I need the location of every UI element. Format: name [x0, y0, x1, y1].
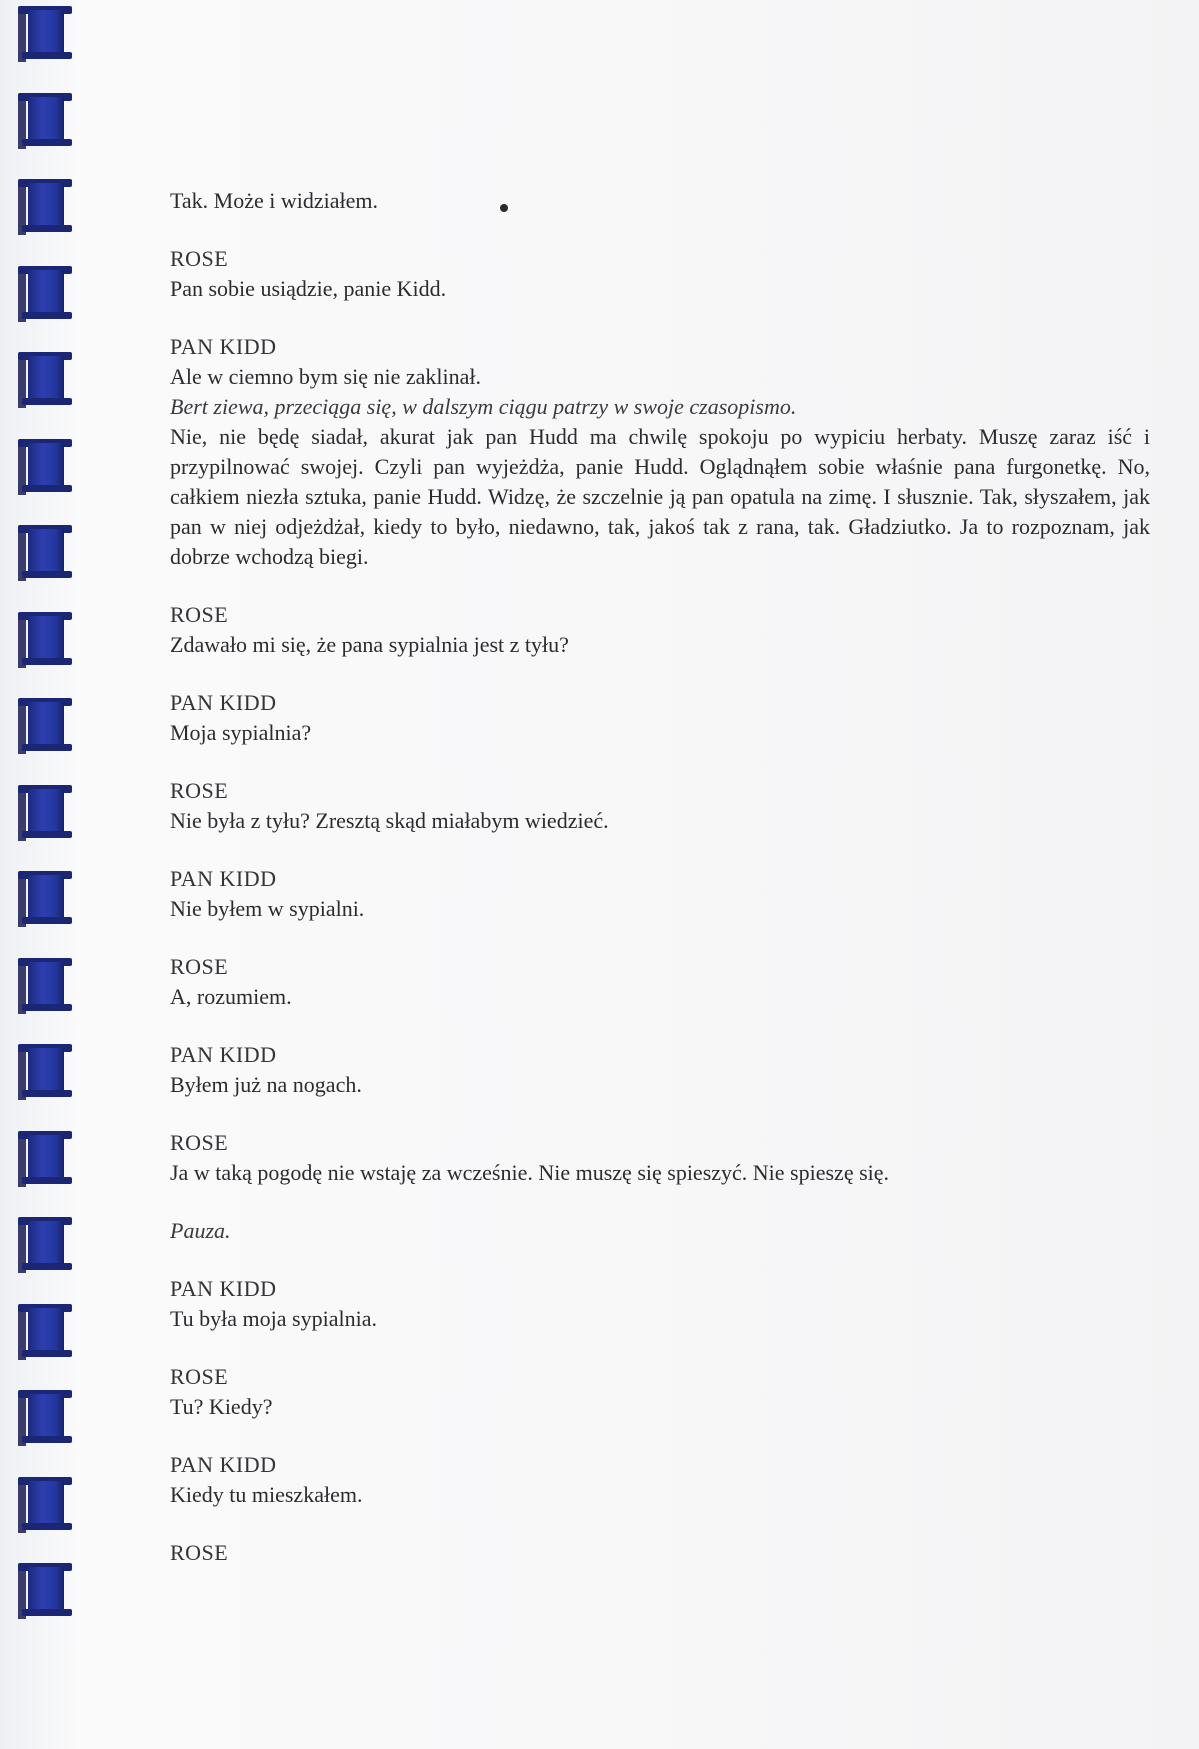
dialogue-line: Moja sypialnia? — [170, 720, 312, 745]
dialogue-line: Ale w ciemno bym się nie zaklinał. — [170, 364, 481, 389]
binding-ring — [18, 1561, 72, 1619]
binding-ring — [18, 1215, 72, 1273]
dialogue-line: Zdawało mi się, że pana sypialnia jest z tyłu? — [170, 632, 569, 657]
binding-ring — [18, 177, 72, 235]
stage-direction: Pauza. — [170, 1218, 231, 1243]
dialogue-line: Nie była z tyłu? Zresztą skąd miałabym wiedzieć. — [170, 808, 609, 833]
speaker-name: PAN KIDD — [170, 1276, 277, 1301]
dialogue-block — [170, 244, 1150, 304]
dialogue-block — [170, 952, 1150, 1012]
dialogue-block — [170, 186, 1150, 216]
dialogue-block — [170, 1362, 1150, 1422]
dialogue-block — [170, 1040, 1150, 1100]
dialogue-line: Tak. Może i widziałem. — [170, 188, 379, 213]
dialogue-line: Byłem już na nogach. — [170, 1072, 362, 1097]
binding-ring — [18, 783, 72, 841]
binding-ring — [18, 264, 72, 322]
binding-ring — [18, 437, 72, 495]
speaker-name: ROSE — [170, 1364, 229, 1389]
dialogue-line: Ja w taką pogodę nie wstaję za wcześnie. Nie muszę się spieszyć. Nie spieszę się. — [170, 1160, 890, 1185]
speaker-name: PAN KIDD — [170, 1452, 277, 1477]
dialogue-block — [170, 1450, 1150, 1510]
stage-direction: Bert ziewa, przeciąga się, w dalszym ciągu patrzy w swoje czasopismo. — [170, 394, 797, 419]
speaker-name: PAN KIDD — [170, 1042, 277, 1067]
dialogue-block — [170, 864, 1150, 924]
speaker-name: ROSE — [170, 954, 229, 979]
binding-ring — [18, 1129, 72, 1187]
binding-ring — [18, 1302, 72, 1360]
dialogue-line: Tu? Kiedy? — [170, 1394, 273, 1419]
spiral-binding — [0, 0, 80, 1749]
dialogue-block — [170, 332, 1150, 572]
binding-ring — [18, 1042, 72, 1100]
binding-ring — [18, 956, 72, 1014]
speaker-name: ROSE — [170, 246, 229, 271]
speaker-name: ROSE — [170, 1130, 229, 1155]
dialogue-block — [170, 1274, 1150, 1334]
binding-ring — [18, 610, 72, 668]
dialogue-line: Nie byłem w sypialni. — [170, 896, 365, 921]
binding-ring — [18, 4, 72, 62]
dialogue-block — [170, 1128, 1150, 1188]
binding-ring — [18, 1388, 72, 1446]
play-script — [170, 186, 1150, 1596]
dialogue-line: Tu była moja sypialnia. — [170, 1306, 377, 1331]
dialogue-block — [170, 600, 1150, 660]
dialogue-line: Nie, nie będę siadał, akurat jak pan Hudd ma chwilę spokoju po wypiciu herbaty. Muszę zaraz iść i przypilnować swojej. Czyli pan wyjeżdża, panie Hudd. Oglądnąłem sobie właśnie pana furgonetkę. No, całkiem niezła sztuka, panie Hudd. Widzę, że szczelnie ją pan opatula na zimę. I słusznie. Tak, słyszałem, jak pan w niej odjeżdżał, kiedy to było, niedawno, tak, jakoś tak z rana, tak. Gładziutko. Ja to rozpoznam, jak dobrze wchodzą biegi. — [170, 424, 1150, 569]
dialogue-block — [170, 1538, 1150, 1568]
dialogue-block — [170, 776, 1150, 836]
speaker-name: ROSE — [170, 778, 229, 803]
dialogue-line: A, rozumiem. — [170, 984, 292, 1009]
binding-ring — [18, 1475, 72, 1533]
speaker-name: PAN KIDD — [170, 334, 277, 359]
dialogue-line: Kiedy tu mieszkałem. — [170, 1482, 363, 1507]
dialogue-block — [170, 688, 1150, 748]
speaker-name: PAN KIDD — [170, 866, 277, 891]
binding-ring — [18, 91, 72, 149]
dialogue-line: Pan sobie usiądzie, panie Kidd. — [170, 276, 447, 301]
speaker-name: ROSE — [170, 1540, 229, 1565]
binding-ring — [18, 523, 72, 581]
binding-ring — [18, 869, 72, 927]
binding-ring — [18, 350, 72, 408]
binding-ring — [18, 696, 72, 754]
speaker-name: PAN KIDD — [170, 690, 277, 715]
dialogue-block — [170, 1216, 1150, 1246]
speaker-name: ROSE — [170, 602, 229, 627]
